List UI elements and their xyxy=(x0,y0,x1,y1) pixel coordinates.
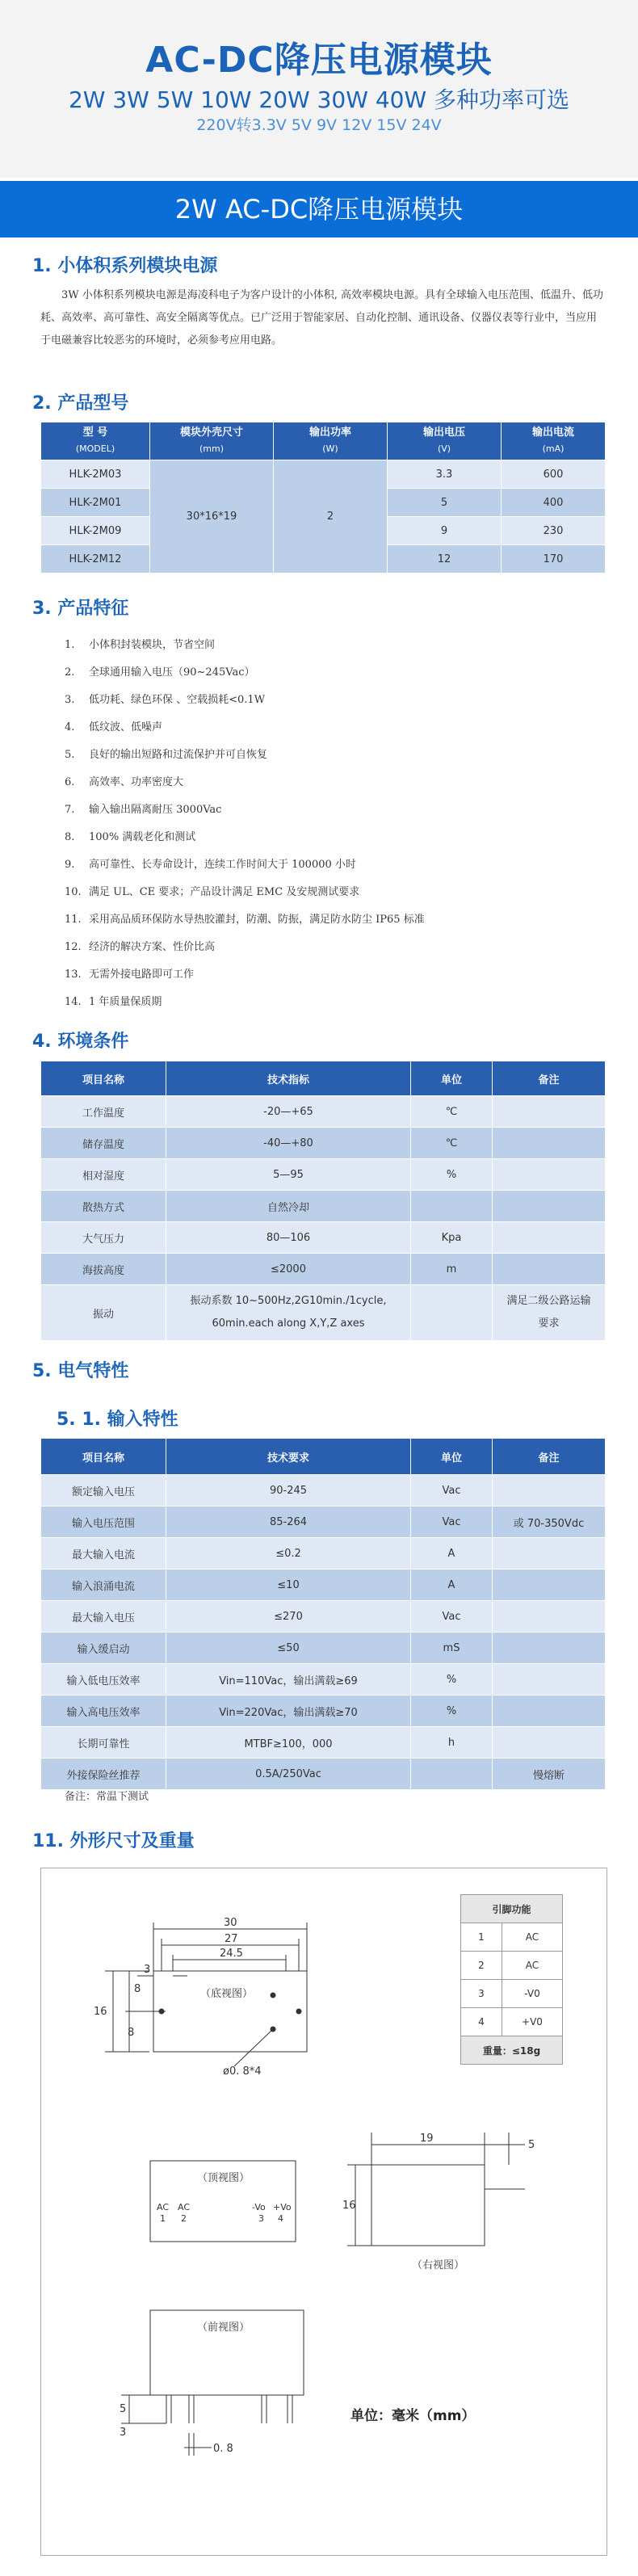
env-header-name: 项目名称 xyxy=(41,1061,166,1096)
section-3-title: 3. 产品特征 xyxy=(32,599,129,619)
table-row: 长期可靠性 MTBF≥100，000 h xyxy=(41,1727,606,1759)
dim-8-side: 8 xyxy=(128,2027,135,2039)
list-item: 10. 满足 UL、CE 要求；产品设计满足 EMC 及安规测试要求 xyxy=(65,886,360,898)
dim-16: 16 xyxy=(94,2006,107,2018)
table-row: 最大输入电流 ≤0.2 A xyxy=(41,1538,606,1570)
voltage-cell: 12 xyxy=(388,545,502,574)
right-view-label: （右视图） xyxy=(412,2259,465,2271)
power-options: 2W 3W 5W 10W 20W 30W 40W 多种功率可选 xyxy=(68,86,570,113)
table-row xyxy=(41,460,606,489)
section-11-title: 11. 外形尺寸及重量 xyxy=(32,1831,195,1851)
section-4-title: 4. 环境条件 xyxy=(32,1032,129,1052)
pin-n1: 1 xyxy=(160,2213,166,2224)
footnote: 备注：常温下测试 xyxy=(65,1791,149,1803)
env-header-note: 备注 xyxy=(493,1061,606,1096)
list-item: 14. 1 年质量保质期 xyxy=(65,996,162,1008)
voltage-cell: 5 xyxy=(388,489,502,517)
table-row: 输入浪涌电流 ≤10 A xyxy=(41,1570,606,1601)
table-row: 相对湿度 5—95 % xyxy=(41,1159,606,1191)
pin-n4: 4 xyxy=(278,2213,283,2224)
pin-n3: 3 xyxy=(258,2213,264,2224)
list-item: 4. 低纹波、低噪声 xyxy=(65,721,163,733)
front-view-label: （前视图） xyxy=(197,2322,250,2334)
size-header: 模块外壳尺寸 (mm) xyxy=(150,422,274,460)
dim-30: 30 xyxy=(224,1917,237,1929)
table-row: 输入低电压效率 Vin=110Vac，输出满载≥69 % xyxy=(41,1664,606,1696)
input-header-spec: 技术要求 xyxy=(166,1439,411,1475)
env-header-unit: 单位 xyxy=(411,1061,493,1096)
pin-vp: +Vo xyxy=(273,2202,292,2213)
input-header-unit: 单位 xyxy=(411,1439,493,1475)
current-cell: 230 xyxy=(502,517,606,545)
model-cell: HLK-2M03 xyxy=(41,460,150,489)
table-row: 输入电压范围 85-264 Vac 或 70-350Vdc xyxy=(41,1507,606,1538)
hole-spec: ø0. 8*4 xyxy=(223,2065,262,2078)
pin-table-title: 引脚功能 xyxy=(461,1895,563,1923)
table-row: 额定输入电压 90-245 Vac xyxy=(41,1475,606,1507)
feature-list xyxy=(65,632,425,1016)
list-item: 13. 无需外接电路即可工作 xyxy=(65,969,195,981)
page-header xyxy=(0,0,638,178)
section-5-title: 5. 电气特性 xyxy=(32,1361,129,1381)
input-header-note: 备注 xyxy=(493,1439,606,1475)
env-header-spec: 技术指标 xyxy=(166,1061,411,1096)
size-cell: 30*16*19 xyxy=(150,460,274,574)
model-table xyxy=(40,422,606,574)
list-item: 8. 100% 满载老化和测试 xyxy=(65,831,196,843)
section-1-title: 1. 小体积系列模块电源 xyxy=(32,256,218,276)
list-item: 11. 采用高品质环保防水导热胶灌封，防潮、防振，满足防水防尘 IP65 标准 xyxy=(65,914,425,926)
current-header: 输出电流 (mA) xyxy=(502,422,606,460)
environment-table xyxy=(40,1061,606,1341)
unit-label: 单位：毫米（mm） xyxy=(350,2408,476,2424)
list-item: 1. 小体积封装模块，节省空间 xyxy=(65,639,216,651)
table-row: 输入缓启动 ≤50 mS xyxy=(41,1633,606,1664)
current-cell: 400 xyxy=(502,489,606,517)
model-header: 型 号 (MODEL) xyxy=(41,422,150,460)
table-row: 储存温度 -40—+80 ℃ xyxy=(41,1128,606,1159)
list-item: 5. 良好的输出短路和过流保护并可自恢复 xyxy=(65,749,268,761)
voltage-header: 输出电压 (V) xyxy=(388,422,502,460)
table-row: 大气压力 80—106 Kpa xyxy=(41,1222,606,1254)
model-cell: HLK-2M01 xyxy=(41,489,150,517)
pin-ac1: AC xyxy=(157,2202,170,2213)
model-cell: HLK-2M12 xyxy=(41,545,150,574)
dim-16-right: 16 xyxy=(342,2200,356,2212)
table-row: 最大输入电压 ≤270 Vac xyxy=(41,1601,606,1633)
pin-n2: 2 xyxy=(181,2213,187,2224)
section-5-1-title: 5. 1. 输入特性 xyxy=(57,1410,178,1430)
power-header: 输出功率 (W) xyxy=(274,422,388,460)
current-cell: 600 xyxy=(502,460,606,489)
dim-0-8: 0. 8 xyxy=(213,2443,233,2455)
list-item: 6. 高效率、功率密度大 xyxy=(65,776,184,788)
list-item: 7. 输入输出隔离耐压 3000Vac xyxy=(65,804,222,816)
dim-3: 3 xyxy=(144,1964,151,1976)
list-item: 9. 高可靠性、长寿命设计，连续工作时间大于 100000 小时 xyxy=(65,859,356,871)
dim-5-right: 5 xyxy=(528,2139,535,2151)
pin-function-table: 引脚功能 1 AC 2 AC 3 -V0 4 +V0 重量：≤18g xyxy=(460,1894,563,2065)
product-banner: 2W AC-DC降压电源模块 xyxy=(0,181,638,237)
current-cell: 170 xyxy=(502,545,606,574)
list-item: 3. 低功耗、绿色环保 、空载损耗<0.1W xyxy=(65,694,266,706)
table-row: 工作温度 -20—+65 ℃ xyxy=(41,1096,606,1128)
model-cell: HLK-2M09 xyxy=(41,517,150,545)
list-item: 2. 全球通用输入电压（90~245Vac） xyxy=(65,666,255,679)
section-1-text: 3W 小体积系列模块电源是海凌科电子为客户设计的小体积, 高效率模块电源。具有全球输入电压范围、低温升、低功耗、高效率、高可靠性、高安全隔离等优点。已广泛用于智能家居、自动化控制、通讯设备、仪器仪表等行业中，当应用于电磁兼容比较恶劣的环境时，必须参考应用电路。 xyxy=(40,289,604,347)
bottom-view-label: （底视图） xyxy=(200,1988,254,2000)
voltage-options: 220V转3.3V 5V 9V 12V 15V 24V xyxy=(196,116,442,134)
table-row: 外接保险丝推荐 0.5A/250Vac 慢熔断 xyxy=(41,1759,606,1790)
table-row: 振动 振动系数 10~500Hz,2G10min./1cycle, 60min.each along X,Y,Z axes 满足二级公路运输 要求 xyxy=(41,1285,606,1341)
dim-24-5: 24.5 xyxy=(220,1948,243,1960)
section-2-title: 2. 产品型号 xyxy=(32,393,129,414)
top-view-label: （顶视图） xyxy=(197,2172,250,2184)
pin-ac2: AC xyxy=(178,2202,191,2213)
voltage-cell: 3.3 xyxy=(388,460,502,489)
dim-27: 27 xyxy=(225,1933,238,1945)
dim-19: 19 xyxy=(420,2133,434,2145)
dim-8-top: 8 xyxy=(134,1983,141,1995)
dim-5-front: 5 xyxy=(120,2403,127,2415)
voltage-cell: 9 xyxy=(388,517,502,545)
page-title: AC-DC降压电源模块 xyxy=(145,40,493,81)
table-row: 海拔高度 ≤2000 m xyxy=(41,1254,606,1285)
table-row: 散热方式 自然冷却 xyxy=(41,1191,606,1222)
pin-vm: -Vo xyxy=(252,2202,266,2213)
dim-3-front: 3 xyxy=(120,2427,127,2439)
power-cell: 2 xyxy=(274,460,388,574)
table-row: 输入高电压效率 Vin=220Vac，输出满载≥70 % xyxy=(41,1696,606,1727)
list-item: 12. 经济的解决方案、性价比高 xyxy=(65,941,216,953)
weight-label: 重量：≤18g xyxy=(461,2036,563,2065)
input-table xyxy=(40,1438,606,1790)
input-header-name: 项目名称 xyxy=(41,1439,166,1475)
